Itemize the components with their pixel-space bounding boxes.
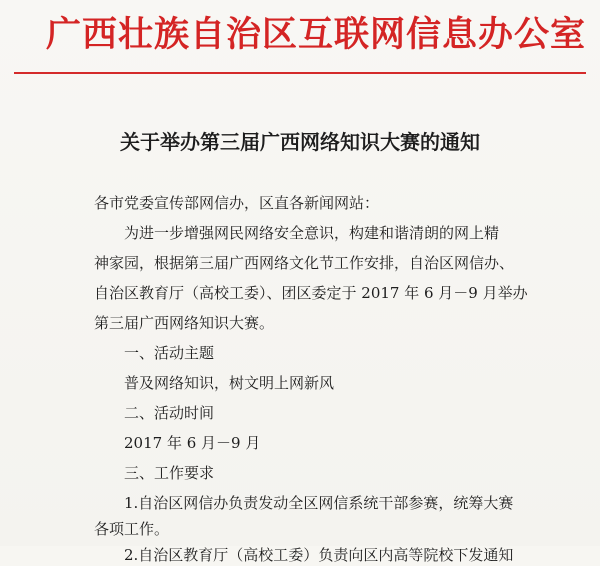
section-heading-requirements: 三、工作要求 <box>124 464 215 482</box>
salutation: 各市党委宣传部网信办，区直各新闻网站： <box>94 194 380 212</box>
section-heading-theme: 一、活动主题 <box>124 344 215 362</box>
letterhead-org-name: 广西壮族自治区互联网信息办公室 <box>46 15 587 55</box>
document-title: 关于举办第三届广西网络知识大赛的通知 <box>120 130 480 154</box>
intro-line-1: 为进一步增强网民网络安全意识，构建和谐清朗的网上精 <box>124 224 500 242</box>
requirement-item-1-line-1: 1.自治区网信办负责发动全区网信系统干部参赛，统筹大赛 <box>124 494 514 512</box>
letterhead-red-rule <box>14 72 586 74</box>
section-text-theme: 普及网络知识，树文明上网新风 <box>124 374 335 392</box>
intro-line-3: 自治区教育厅（高校工委）、团区委定于 2017 年 6 月－9 月举办 <box>94 284 528 302</box>
requirement-item-1-line-2: 各项工作。 <box>94 520 170 538</box>
requirement-item-2-line-1: 2.自治区教育厅（高校工委）负责向区内高等院校下发通知 <box>124 546 514 564</box>
section-text-time: 2017 年 6 月－9 月 <box>124 434 261 452</box>
intro-line-2: 神家园，根据第三届广西网络文化节工作安排，自治区网信办、 <box>94 254 515 272</box>
section-heading-time: 二、活动时间 <box>124 404 215 422</box>
intro-line-4: 第三届广西网络知识大赛。 <box>94 314 275 332</box>
